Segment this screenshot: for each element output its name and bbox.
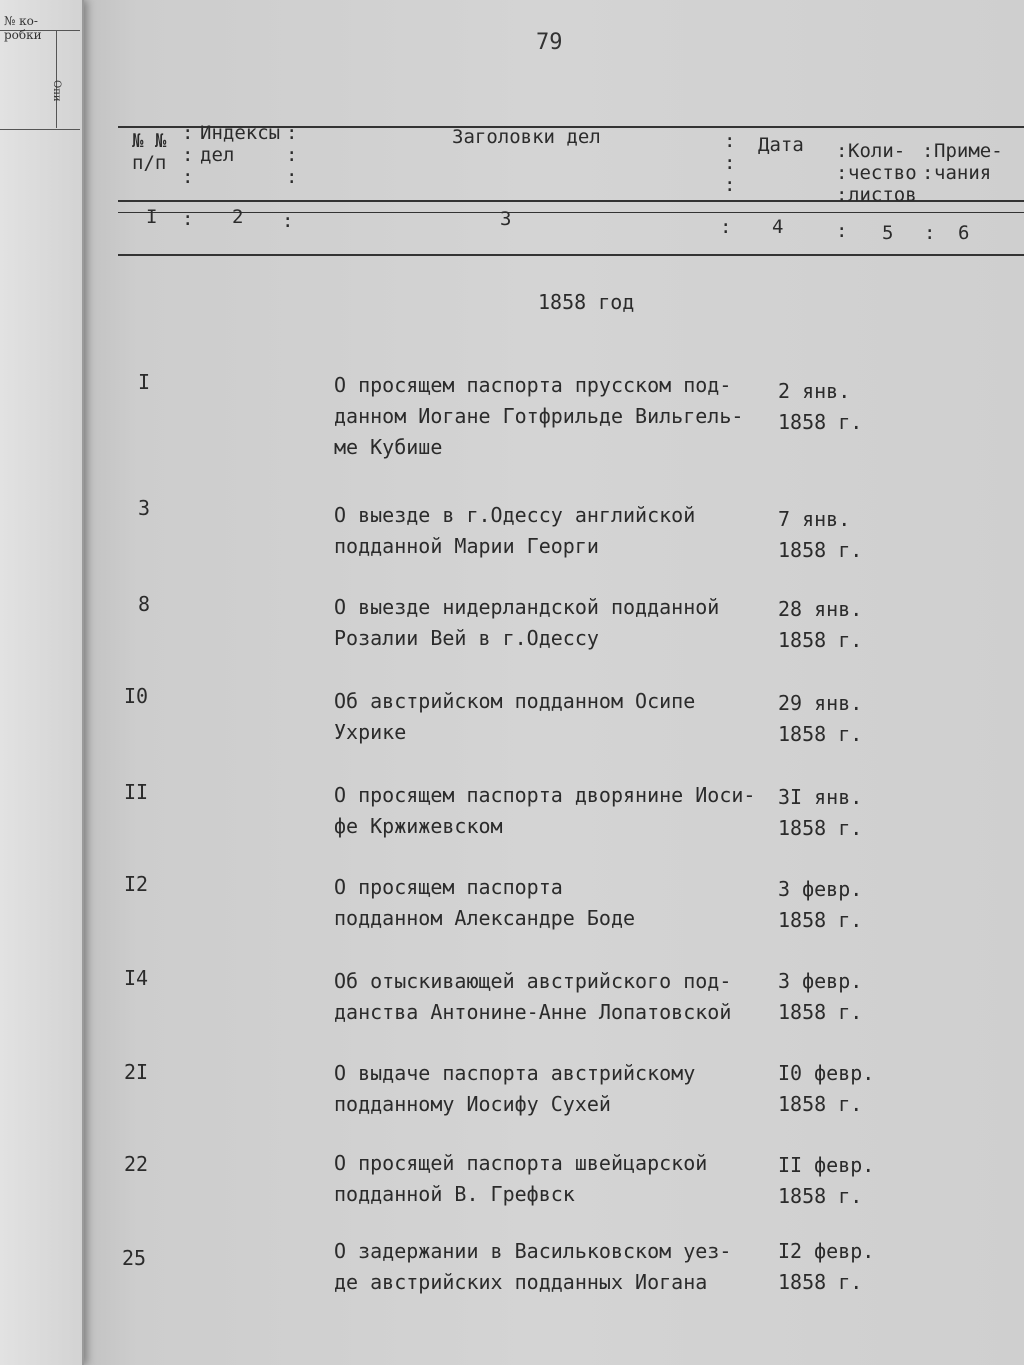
entry-number: 22 xyxy=(123,1152,149,1176)
header-separator: : : xyxy=(922,140,934,184)
entry-title: Об австрийском подданном Осипе Ухрике xyxy=(334,689,696,744)
document-page xyxy=(60,0,1024,1365)
previous-page-col-opis: Опи xyxy=(51,80,62,102)
header-rule-bottom xyxy=(118,254,1024,256)
entry-title: О выезде в г.Одессу английской подданной Марии Георги xyxy=(334,503,696,558)
column-number-2: 2 xyxy=(232,206,244,228)
entry-date: 3 февр. 1858 г. xyxy=(778,877,863,932)
column-number-1: I xyxy=(146,206,158,228)
header-separator: : xyxy=(182,208,194,230)
header-col-date: Дата xyxy=(758,134,804,156)
page-number: 79 xyxy=(536,30,563,55)
header-separator: : xyxy=(836,220,848,242)
header-col-num: № № п/п xyxy=(132,130,167,174)
header-col-index: Индексы дел xyxy=(200,122,281,166)
entry-number: 25 xyxy=(121,1246,147,1270)
entry-number: II xyxy=(123,780,149,804)
column-number-5: 5 xyxy=(882,222,894,244)
entry-number: 8 xyxy=(137,592,151,616)
header-separator: : xyxy=(720,216,732,238)
header-separator: : : : xyxy=(836,140,848,206)
entry-date: I2 февр. 1858 г. xyxy=(778,1239,875,1294)
entry-title: О просящей паспорта швейцарской подданной В. Грефвск xyxy=(334,1151,708,1206)
previous-page-header xyxy=(0,30,80,130)
entry-date: 29 янв. 1858 г. xyxy=(778,691,863,746)
entry-title: О задержании в Васильковском уез- де австрийских подданных Иогана xyxy=(334,1239,732,1294)
entry-date: 3 февр. 1858 г. xyxy=(778,969,863,1024)
previous-page-edge xyxy=(0,0,84,1365)
entry-number: I xyxy=(137,370,151,394)
header-separator: : : : xyxy=(724,130,736,196)
entry-title: О выдаче паспорта австрийскому подданному Иосифу Сухей xyxy=(334,1061,696,1116)
entry-title: О просящем паспорта прусском под- данном Иогане Готфрильде Вильгель- ме Кубише xyxy=(334,373,744,459)
entry-title: Об отыскивающей австрийского под- данства Антонине-Анне Лопатовской xyxy=(334,969,732,1024)
entry-title: О просящем паспорта подданном Александре Боде xyxy=(334,875,636,930)
entry-date: 28 янв. 1858 г. xyxy=(778,597,863,652)
entry-number: 3 xyxy=(137,496,151,520)
entry-date: 2 янв. 1858 г. xyxy=(778,379,863,434)
header-col-sheets: Коли- чество листов xyxy=(848,140,917,206)
header-separator: : xyxy=(282,210,294,232)
header-separator: : : : xyxy=(182,122,194,188)
entry-number: I0 xyxy=(123,684,149,708)
entry-number: I4 xyxy=(123,966,149,990)
header-rule-mid2 xyxy=(118,212,1024,213)
year-heading: 1858 год xyxy=(538,290,635,314)
header-col-title: Заголовки дел xyxy=(452,126,601,148)
column-number-4: 4 xyxy=(772,216,784,238)
entry-number: 2I xyxy=(123,1060,149,1084)
entry-date: 7 янв. 1858 г. xyxy=(778,507,863,562)
header-separator: : xyxy=(924,222,936,244)
entry-date: II февр. 1858 г. xyxy=(778,1153,875,1208)
entry-date: I0 февр. 1858 г. xyxy=(778,1061,875,1116)
entry-number: I2 xyxy=(123,872,149,896)
header-col-notes: Приме- чания xyxy=(934,140,1003,184)
entry-title: О просящем паспорта дворянине Иоси- фе Кржижевском xyxy=(334,783,756,838)
column-number-6: 6 xyxy=(958,222,970,244)
previous-page-col-box: № ко- робки xyxy=(4,14,42,42)
entry-title: О выезде нидерландской подданной Розалии Вей в г.Одессу xyxy=(334,595,720,650)
entry-date: 3I янв. 1858 г. xyxy=(778,785,863,840)
previous-page-divider xyxy=(56,30,57,128)
header-separator: : : : xyxy=(286,122,298,188)
column-number-3: 3 xyxy=(500,208,512,230)
